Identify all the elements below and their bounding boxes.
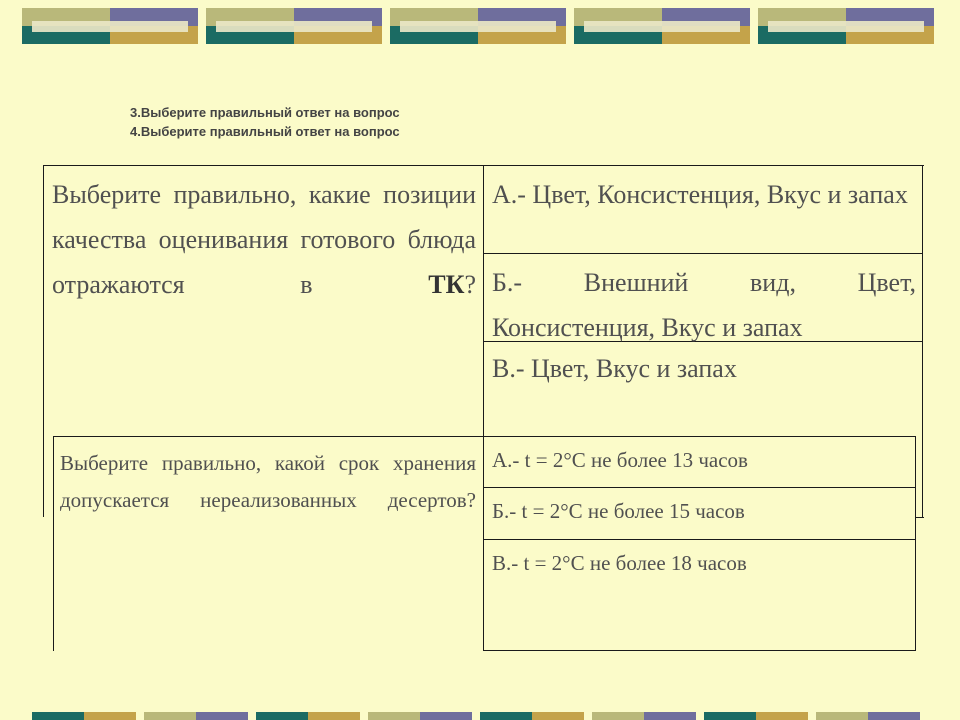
subtitle-line-1: 3.Выберите правильный ответ на вопрос [130,105,400,120]
question1-body: Выберите правильно, какие позиции качества оценивания готового блюда отражаются в [52,180,476,299]
q2-answer-b[interactable]: Б.- t = 2°С не более 15 часов [492,499,745,523]
decor-block [206,8,382,44]
q1-answer-c[interactable]: В.- Цвет, Вкус и запах [492,354,737,383]
subtitle-line-2: 4.Выберите правильный ответ на вопрос [130,124,400,139]
q1-answer-b[interactable]: Б.- Внешний вид, Цвет, Консистенция, Вкус и запах [492,268,916,342]
question1-tail: ? [464,270,477,299]
question1-text [52,172,476,307]
question2-text: Выберите правильно, какой срок хранения допускается нереализованных десертов? [60,451,476,512]
decor-block [22,8,198,44]
q1-answer-a[interactable]: А.- Цвет, Консистенция, Вкус и запах [492,180,908,209]
decor-block [390,8,566,44]
decor-block [758,8,934,44]
q2-answer-c[interactable]: В.- t = 2°С не более 18 часов [492,551,747,575]
q2-answer-a[interactable]: А.- t = 2°С не более 13 часов [492,448,748,472]
question1-emph: ТК [428,270,465,299]
decor-block [574,8,750,44]
